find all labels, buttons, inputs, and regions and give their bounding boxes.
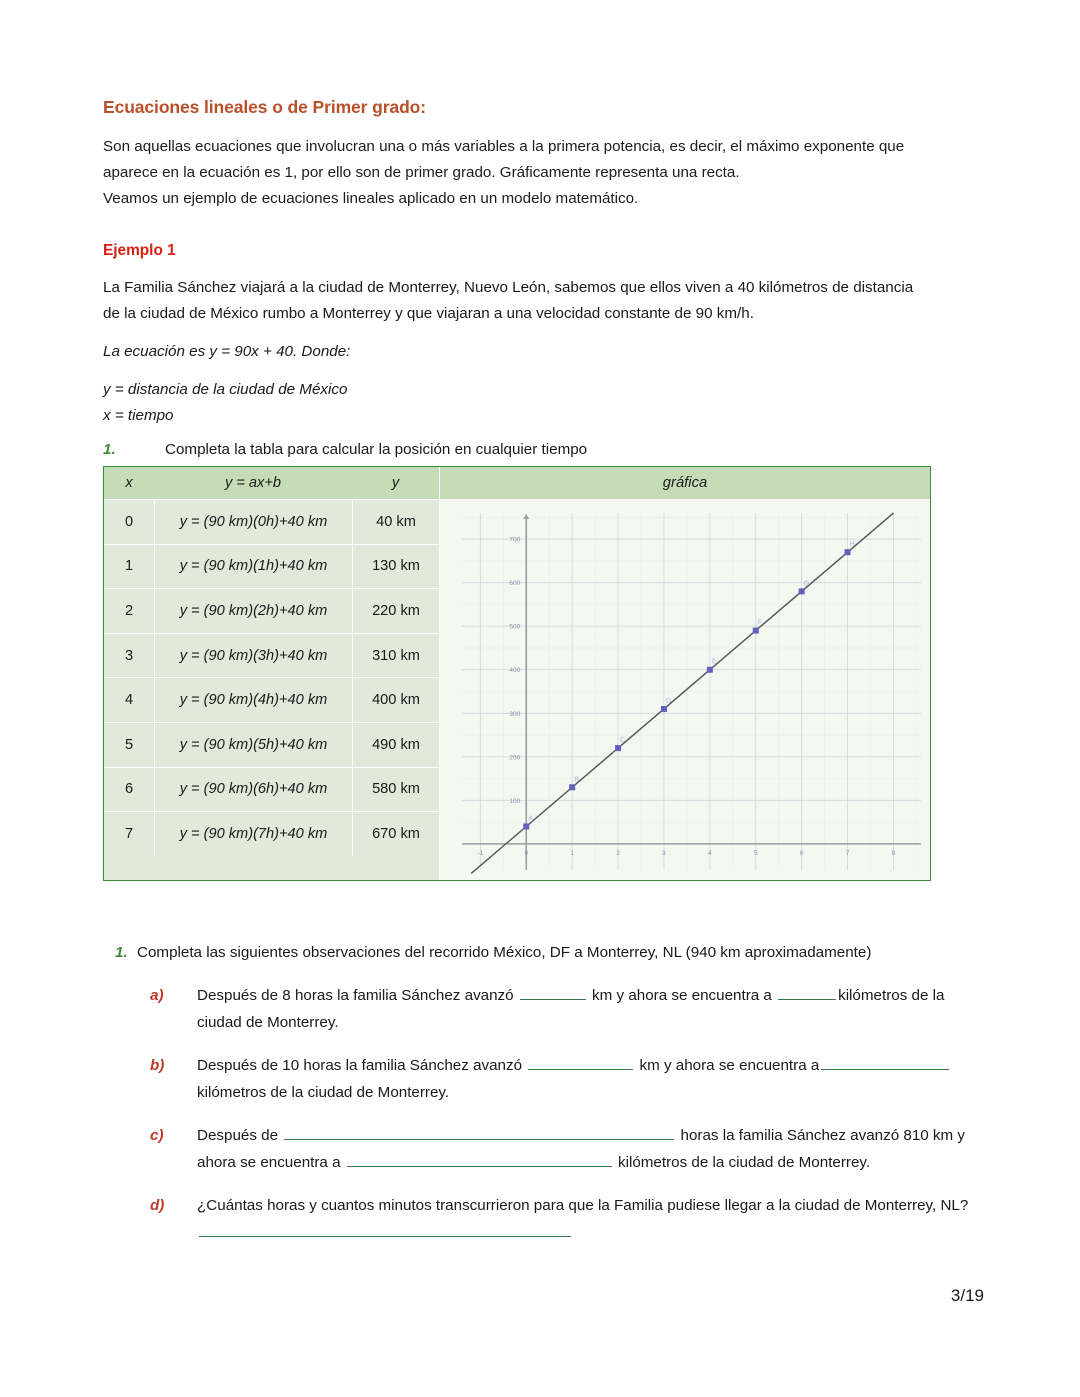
question-letter: c) — [150, 1127, 164, 1144]
example-equation: La ecuación es y = 90x + 40. Donde: — [103, 343, 351, 360]
question-main — [0, 940, 1080, 966]
cell-x: 7 — [124, 825, 134, 842]
question-text: Después de 10 horas la familia Sánchez avanzó km y ahora se encuentra a kilómetros de la ciudad de Monterrey. — [197, 1052, 980, 1106]
svg-text:E: E — [711, 656, 717, 666]
svg-text:B: B — [574, 774, 580, 784]
answer-blank[interactable] — [347, 1150, 612, 1167]
svg-text:8: 8 — [891, 849, 896, 857]
answer-blank[interactable] — [528, 1053, 633, 1070]
svg-text:500: 500 — [509, 623, 521, 631]
table-header-row — [104, 467, 439, 499]
svg-text:100: 100 — [509, 797, 521, 805]
question-text: Después de 8 horas la familia Sánchez avanzó km y ahora se encuentra a kilómetros de la ciudad de Monterrey. — [197, 982, 980, 1036]
svg-text:600: 600 — [509, 580, 521, 588]
svg-text:3: 3 — [662, 849, 666, 857]
intro-paragraph — [103, 134, 988, 212]
cell-x: 5 — [124, 736, 134, 753]
cell-equation: y = (90 km)(6h)+40 km — [154, 768, 352, 812]
table-row — [104, 544, 439, 589]
svg-text:H: H — [849, 539, 855, 549]
svg-text:7: 7 — [845, 849, 850, 857]
question-main-number: 1. — [115, 944, 128, 961]
table-row — [104, 767, 439, 812]
column-header-y: y — [391, 475, 400, 491]
cell-x: 6 — [124, 781, 134, 798]
column-header-equation: y = ax+b — [225, 475, 281, 491]
svg-text:1: 1 — [570, 849, 574, 857]
cell-x: 1 — [124, 558, 134, 575]
svg-text:4: 4 — [708, 849, 712, 857]
svg-text:700: 700 — [509, 536, 521, 544]
svg-text:C: C — [620, 735, 626, 745]
answer-blank[interactable] — [284, 1123, 674, 1140]
questions-section — [0, 940, 1080, 1246]
svg-text:D: D — [665, 695, 672, 705]
cell-equation: y = (90 km)(0h)+40 km — [154, 500, 352, 544]
question-text: Después de horas la familia Sánchez avanzó 810 km y ahora se encuentra a kilómetros de la ciudad de Monterrey. — [197, 1122, 980, 1176]
intro-line-2: aparece en la ecuación es 1, por ello son de primer grado. Gráficamente representa una recta. — [103, 164, 740, 181]
table-body — [104, 499, 439, 880]
table-row — [104, 499, 439, 544]
svg-text:5: 5 — [753, 849, 758, 857]
definition-x: x = tiempo — [103, 407, 174, 424]
example-body — [103, 275, 988, 429]
graph-cell — [439, 499, 930, 880]
question-item — [150, 1122, 980, 1176]
question-item — [150, 982, 980, 1036]
cell-y: 580 km — [352, 768, 439, 812]
svg-text:0: 0 — [524, 849, 529, 857]
svg-text:A: A — [528, 813, 534, 823]
table-row — [104, 811, 439, 856]
cell-x: 4 — [124, 692, 134, 709]
cell-y: 220 km — [352, 589, 439, 633]
answer-blank[interactable] — [821, 1053, 949, 1070]
question-letter: d) — [150, 1197, 165, 1214]
table-row — [104, 588, 439, 633]
task-1 — [103, 441, 993, 458]
cell-equation: y = (90 km)(1h)+40 km — [154, 545, 352, 589]
cell-y: 490 km — [352, 723, 439, 767]
answer-blank[interactable] — [778, 983, 836, 1000]
cell-x: 2 — [124, 602, 134, 619]
cell-equation: y = (90 km)(2h)+40 km — [154, 589, 352, 633]
svg-text:400: 400 — [509, 667, 521, 675]
cell-equation: y = (90 km)(3h)+40 km — [154, 634, 352, 678]
svg-text:6: 6 — [799, 849, 804, 857]
cell-y: 130 km — [352, 545, 439, 589]
task-1-number: 1. — [103, 441, 116, 458]
cell-equation: y = (90 km)(5h)+40 km — [154, 723, 352, 767]
page-number: 3/19 — [950, 1286, 984, 1305]
cell-x: 0 — [124, 513, 134, 530]
table-columns — [104, 467, 439, 880]
table-row — [104, 633, 439, 678]
table-row — [104, 677, 439, 722]
graph-column — [439, 467, 930, 880]
example-heading: Ejemplo 1 — [103, 242, 176, 259]
question-letter: b) — [150, 1057, 165, 1074]
example-line-1: La Familia Sánchez viajará a la ciudad de Monterrey, Nuevo León, sabemos que ellos viven a 40 kilómetros de distancia — [103, 279, 914, 296]
cell-equation: y = (90 km)(7h)+40 km — [154, 812, 352, 856]
question-item — [150, 1052, 980, 1106]
position-table — [103, 466, 931, 881]
svg-text:200: 200 — [509, 754, 521, 762]
cell-y: 670 km — [352, 812, 439, 856]
svg-text:-1: -1 — [477, 849, 484, 857]
cell-y: 40 km — [352, 500, 439, 544]
intro-line-1: Son aquellas ecuaciones que involucran una o más variables a la primera potencia, es decir, el máximo exponente que — [103, 138, 905, 155]
task-1-text: Completa la tabla para calcular la posición en cualquier tiempo — [165, 441, 588, 458]
question-main-text: Completa las siguientes observaciones del recorrido México, DF a Monterrey, NL (940 km aproximadamente) — [137, 944, 872, 961]
linear-function-chart — [440, 499, 933, 880]
question-text: ¿Cuántas horas y cuantos minutos transcurrieron para que la Familia pudiese llegar a la ciudad de Monterrey, NL? — [197, 1192, 980, 1246]
answer-blank[interactable] — [199, 1220, 571, 1237]
cell-equation: y = (90 km)(4h)+40 km — [154, 678, 352, 722]
question-letter: a) — [150, 987, 164, 1004]
example-line-2: de la ciudad de México rumbo a Monterrey y que viajaran a una velocidad constante de 90 km/h. — [103, 305, 754, 322]
cell-y: 310 km — [352, 634, 439, 678]
cell-y: 400 km — [352, 678, 439, 722]
column-header-x: x — [125, 475, 133, 491]
svg-text:300: 300 — [509, 710, 521, 718]
svg-text:F: F — [757, 617, 763, 627]
definition-y: y = distancia de la ciudad de México — [103, 381, 348, 398]
page-title: Ecuaciones lineales o de Primer grado: — [103, 97, 426, 117]
cell-x: 3 — [124, 647, 134, 664]
question-item — [150, 1192, 980, 1246]
table-row — [104, 722, 439, 767]
svg-text:G: G — [803, 578, 810, 588]
svg-text:2: 2 — [616, 849, 620, 857]
column-header-graph: gráfica — [439, 467, 930, 499]
answer-blank[interactable] — [520, 983, 586, 1000]
question-items — [0, 982, 1080, 1246]
intro-line-3: Veamos un ejemplo de ecuaciones lineales aplicado en un modelo matemático. — [103, 190, 639, 207]
